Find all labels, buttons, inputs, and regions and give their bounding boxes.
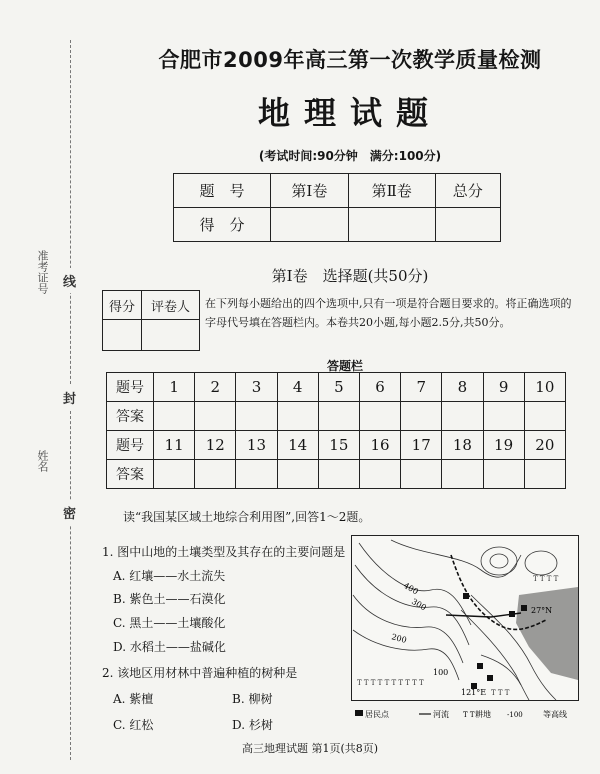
binding-char-seal: 封 bbox=[63, 385, 76, 410]
section-instruction: 在下列每小题给出的四个选项中,只有一项是符合题目要求的。将正确选项的字母代号填在答题栏内。本卷共20小题,每小题2.5分,共50分。 bbox=[205, 297, 572, 329]
grader-name-cell[interactable] bbox=[142, 320, 200, 351]
question-number-cell: 18 bbox=[442, 431, 483, 460]
answer-cell-18[interactable] bbox=[442, 460, 483, 489]
question-2-stem: 2. 该地区用材林中普遍种植的树种是 bbox=[102, 666, 298, 680]
question-number-cell: 3 bbox=[236, 373, 277, 402]
question-2-option-d: D. 杉树 bbox=[232, 718, 273, 732]
question-2-option-a: A. 紫檀 bbox=[113, 692, 154, 706]
answer-cell-20[interactable] bbox=[524, 460, 565, 489]
settlement-icon bbox=[463, 593, 469, 599]
question-number-cell: 17 bbox=[401, 431, 442, 460]
binding-char-secret: 密 bbox=[63, 500, 76, 525]
question-number-cell: 12 bbox=[195, 431, 236, 460]
score-table-header-total: 总分 bbox=[435, 174, 500, 208]
longitude-label: 121°E bbox=[461, 688, 487, 697]
question-number-cell: 5 bbox=[318, 373, 359, 402]
question-number-cell: 9 bbox=[483, 373, 524, 402]
answer-cell-7[interactable] bbox=[401, 402, 442, 431]
answer-cell-11[interactable] bbox=[154, 460, 195, 489]
question-number-header: 题号 bbox=[107, 431, 154, 460]
legend-contour-label: 等高线 bbox=[543, 710, 567, 719]
answer-cell-13[interactable] bbox=[236, 460, 277, 489]
exam-title: 合肥市2009年高三第一次教学质量检测 bbox=[158, 48, 542, 72]
grader-score-cell[interactable] bbox=[103, 320, 142, 351]
legend-settlement-icon bbox=[355, 710, 363, 716]
answer-cell-15[interactable] bbox=[318, 460, 359, 489]
question-number-cell: 6 bbox=[359, 373, 400, 402]
answer-cell-10[interactable] bbox=[524, 402, 565, 431]
answer-sheet-caption: 答题栏 bbox=[326, 359, 363, 373]
answer-cell-4[interactable] bbox=[277, 402, 318, 431]
exam-number-label: 准考证号 bbox=[36, 250, 49, 294]
question-number-header: 题号 bbox=[107, 373, 154, 402]
question-number-cell: 15 bbox=[318, 431, 359, 460]
binding-char-line: 线 bbox=[63, 268, 76, 293]
answer-cell-9[interactable] bbox=[483, 402, 524, 431]
exam-info: (考试时间:90分钟 满分:100分) bbox=[258, 149, 442, 163]
settlement-icon bbox=[521, 605, 527, 611]
contour-label-300: 300 bbox=[410, 596, 428, 613]
answer-cell-2[interactable] bbox=[195, 402, 236, 431]
score-cell-total[interactable] bbox=[435, 208, 500, 242]
score-table-header-number: 题 号 bbox=[174, 174, 271, 208]
question-2-option-c: C. 红松 bbox=[113, 718, 154, 732]
legend-contour-value: -100 bbox=[507, 711, 523, 719]
answer-cell-6[interactable] bbox=[359, 402, 400, 431]
page-footer: 高三地理试题 第1页(共8页) bbox=[241, 742, 379, 755]
score-table-header-part2: 第Ⅱ卷 bbox=[348, 174, 435, 208]
answer-cell-8[interactable] bbox=[442, 402, 483, 431]
score-table-score-label: 得 分 bbox=[174, 208, 271, 242]
settlement-icon bbox=[509, 611, 515, 617]
reading-prompt: 读“我国某区域土地综合利用图”,回答1～2题。 bbox=[123, 510, 371, 524]
score-table bbox=[173, 173, 501, 242]
question-1-option-b: B. 紫色土——石漠化 bbox=[113, 592, 226, 606]
score-table-header-part1: 第Ⅰ卷 bbox=[270, 174, 348, 208]
grader-table bbox=[102, 290, 200, 351]
question-1-option-a: A. 红壤——水土流失 bbox=[113, 569, 226, 583]
score-cell-part1[interactable] bbox=[270, 208, 348, 242]
land-use-map bbox=[351, 535, 579, 722]
question-number-cell: 2 bbox=[195, 373, 236, 402]
question-1-stem: 1. 图中山地的土壤类型及其存在的主要问题是 bbox=[102, 545, 346, 559]
question-number-cell: 1 bbox=[154, 373, 195, 402]
answer-grid bbox=[106, 372, 566, 489]
question-number-cell: 16 bbox=[359, 431, 400, 460]
question-number-cell: 7 bbox=[401, 373, 442, 402]
answer-cell-14[interactable] bbox=[277, 460, 318, 489]
legend-settlement-label: 居民点 bbox=[365, 710, 389, 719]
question-number-cell: 8 bbox=[442, 373, 483, 402]
answer-header: 答案 bbox=[107, 460, 154, 489]
answer-cell-12[interactable] bbox=[195, 460, 236, 489]
answer-cell-19[interactable] bbox=[483, 460, 524, 489]
score-cell-part2[interactable] bbox=[348, 208, 435, 242]
legend-farmland-label: 耕地 bbox=[475, 710, 491, 719]
latitude-label: 27°N bbox=[531, 606, 553, 615]
question-2-option-b: B. 柳树 bbox=[232, 692, 273, 706]
legend-farmland-icon: T T bbox=[463, 711, 475, 719]
question-1-option-c: C. 黑土——土壤酸化 bbox=[113, 616, 226, 630]
question-1-option-d: D. 水稻土——盐碱化 bbox=[113, 640, 226, 654]
question-number-cell: 14 bbox=[277, 431, 318, 460]
section-title: 第Ⅰ卷 选择题(共50分) bbox=[271, 267, 429, 285]
answer-header: 答案 bbox=[107, 402, 154, 431]
legend-river-label: 河流 bbox=[433, 710, 449, 719]
question-number-cell: 20 bbox=[524, 431, 565, 460]
answer-cell-5[interactable] bbox=[318, 402, 359, 431]
question-number-cell: 13 bbox=[236, 431, 277, 460]
answer-cell-1[interactable] bbox=[154, 402, 195, 431]
question-number-cell: 4 bbox=[277, 373, 318, 402]
answer-cell-16[interactable] bbox=[359, 460, 400, 489]
answer-cell-17[interactable] bbox=[401, 460, 442, 489]
farmland-symbol: T T T T T T T T T T bbox=[357, 679, 424, 687]
subject-title: 地理试题 bbox=[257, 94, 442, 132]
farmland-symbol: T T T bbox=[491, 689, 510, 697]
farmland-symbol: T T T T bbox=[533, 575, 559, 583]
question-number-cell: 11 bbox=[154, 431, 195, 460]
question-number-cell: 10 bbox=[524, 373, 565, 402]
contour-label-400: 400 bbox=[402, 580, 420, 597]
settlement-icon bbox=[477, 663, 483, 669]
name-label: 姓名 bbox=[36, 450, 49, 472]
grader-score-header: 得分 bbox=[103, 291, 142, 320]
grader-name-header: 评卷人 bbox=[142, 291, 200, 320]
contour-label-200: 200 bbox=[390, 632, 408, 645]
contour-label-100: 100 bbox=[433, 668, 449, 677]
answer-cell-3[interactable] bbox=[236, 402, 277, 431]
question-number-cell: 19 bbox=[483, 431, 524, 460]
settlement-icon bbox=[487, 675, 493, 681]
